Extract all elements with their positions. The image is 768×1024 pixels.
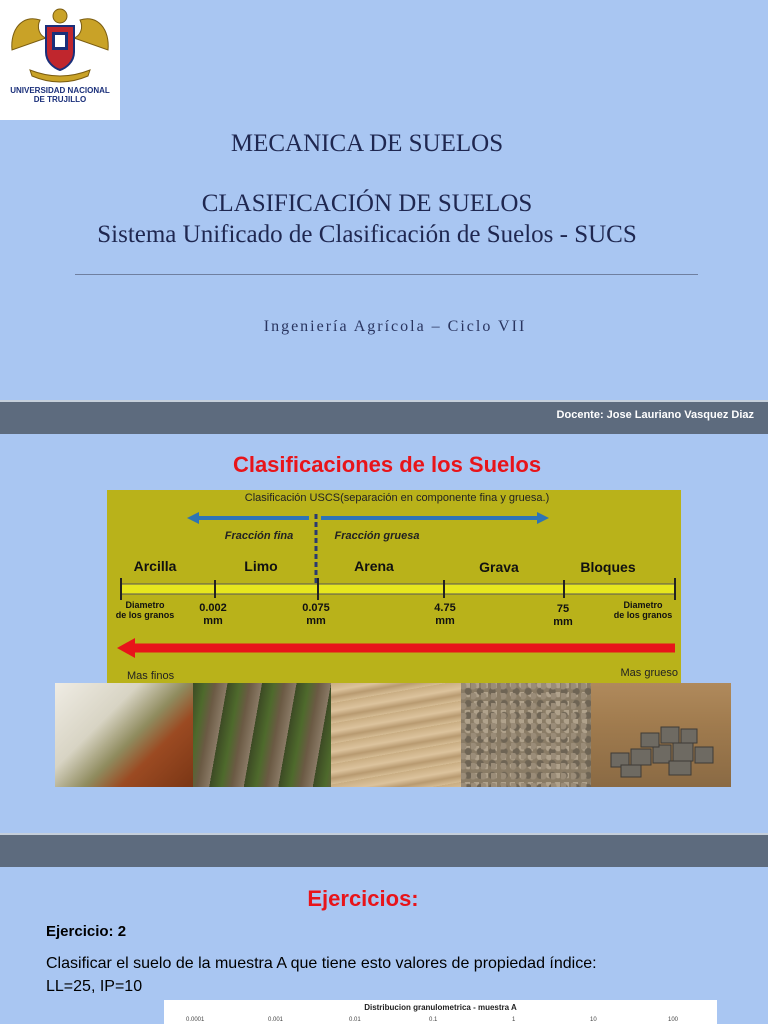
soil-type-grava: Grava (479, 559, 519, 575)
exercises-heading: Ejercicios: (307, 886, 419, 911)
fine-fraction-arrow (187, 512, 309, 524)
soil-type-limo: Limo (244, 558, 278, 574)
soil-type-bloques: Bloques (580, 559, 636, 575)
x-tick: 0.0001 (186, 1017, 205, 1023)
photo-arcilla (55, 683, 193, 787)
photo-arena (331, 683, 461, 787)
size-475-unit: mm (435, 615, 455, 627)
x-tick: 10 (590, 1017, 597, 1023)
left-end-label-line1: Diametro (125, 600, 165, 610)
section-heading: Clasificaciones de los Suelos (232, 452, 542, 477)
fraction-coarse-label: Fracción gruesa (334, 530, 420, 542)
soil-photo-strip (55, 683, 731, 787)
x-tick: 0.01 (349, 1017, 361, 1023)
uscs-diagram-svg (107, 490, 681, 683)
system-title: Sistema Unificado de Clasificación de Suelos - SUCS (97, 221, 637, 248)
exercise-text: Clasificar el suelo de la muestra A que tiene esto valores de propiedad índice: (46, 955, 597, 972)
size-0002: 0.002 (199, 602, 227, 614)
x-tick: 100 (668, 1017, 679, 1023)
eagle-shield-icon (0, 0, 120, 86)
right-end-label-line1: Diametro (623, 600, 663, 610)
diagram-caption: Clasificación USCS(separación en componente fina y gruesa.) (244, 492, 550, 504)
slide-title: MECANICA DE SUELOS (230, 130, 504, 157)
size-475: 4.75 (434, 602, 456, 614)
left-end-label-line2: de los granos (115, 610, 175, 620)
course-label: Ingeniería Agrícola – Ciclo VII (263, 318, 527, 335)
coarse-fraction-arrow (321, 512, 549, 524)
divider-band (0, 835, 768, 867)
coarser-label: Mas grueso (620, 667, 678, 679)
size-0075: 0.075 (302, 602, 330, 614)
size-75-unit: mm (553, 616, 573, 628)
grain-size-scale (121, 578, 675, 600)
exercise-number: Ejercicio: 2 (46, 923, 127, 940)
x-tick: 1 (512, 1017, 516, 1023)
uscs-diagram (107, 490, 681, 683)
right-end-label-line2: de los granos (613, 610, 673, 620)
size-75: 75 (556, 603, 570, 615)
logo-caption: UNIVERSIDAD NACIONAL DE TRUJILLO (10, 86, 110, 104)
granulometry-chart (164, 1000, 717, 1024)
size-0075-unit: mm (306, 615, 326, 627)
photo-grava (461, 683, 591, 787)
finer-label: Mas finos (127, 670, 175, 682)
soil-type-arena: Arena (354, 558, 394, 574)
size-0002-unit: mm (203, 615, 223, 627)
fineness-arrow (117, 638, 675, 658)
slide-subtitle: CLASIFICACIÓN DE SUELOS (201, 190, 533, 217)
chart-title: Distribucion granulometrica - muestra A (364, 1003, 517, 1012)
docente-label: Docente: Jose Lauriano Vasquez Diaz (556, 409, 754, 421)
stone-pile-icon (591, 683, 731, 787)
photo-bloques (591, 683, 731, 787)
exercise-values: LL=25, IP=10 (46, 978, 143, 995)
x-tick: 0.1 (429, 1017, 438, 1023)
soil-type-arcilla: Arcilla (133, 558, 177, 574)
photo-limo (193, 683, 331, 787)
fraction-fine-label: Fracción fina (224, 530, 294, 542)
university-logo (0, 0, 120, 120)
title-divider (75, 274, 698, 275)
x-tick: 0.001 (268, 1017, 284, 1023)
